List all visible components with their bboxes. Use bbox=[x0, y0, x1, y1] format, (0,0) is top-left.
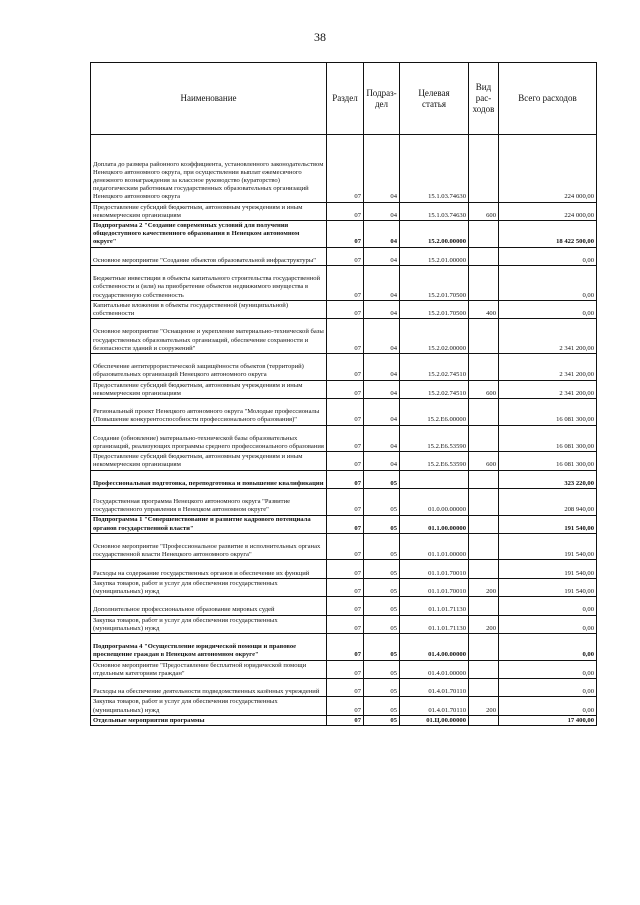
row-razdel: 07 bbox=[327, 533, 364, 560]
row-name: Предоставление субсидий бюджетным, автономным учреждениям и иным некоммерческим организациям bbox=[91, 452, 327, 470]
row-razdel: 07 bbox=[327, 615, 364, 633]
row-vid bbox=[469, 597, 499, 615]
row-razdel: 07 bbox=[327, 634, 364, 661]
row-vid bbox=[469, 135, 499, 203]
row-name: Подпрограмма 1 "Совершенствование и развитие кадрового потенциала органов государственной власти" bbox=[91, 515, 327, 533]
row-podrazdel: 04 bbox=[364, 319, 400, 354]
table-body bbox=[91, 135, 597, 726]
row-celevaya: 01.1.01.71130 bbox=[400, 615, 469, 633]
row-podrazdel: 04 bbox=[364, 452, 400, 470]
table-row bbox=[91, 660, 597, 678]
table-row bbox=[91, 135, 597, 203]
row-name: Капитальные вложения в объекты государственной (муниципальной) собственности bbox=[91, 300, 327, 318]
row-name: Отдельные мероприятия программы bbox=[91, 715, 327, 725]
row-total: 0,00 bbox=[499, 634, 597, 661]
row-vid: 200 bbox=[469, 615, 499, 633]
row-vid: 600 bbox=[469, 202, 499, 220]
row-name: Закупка товаров, работ и услуг для обеспечения государственных (муниципальных) нужд bbox=[91, 578, 327, 596]
row-razdel: 07 bbox=[327, 578, 364, 596]
row-celevaya: 15.2.02.74510 bbox=[400, 380, 469, 398]
row-podrazdel: 05 bbox=[364, 660, 400, 678]
row-razdel: 07 bbox=[327, 353, 364, 380]
row-total: 191 540,00 bbox=[499, 578, 597, 596]
row-celevaya: 15.2.E6.53590 bbox=[400, 452, 469, 470]
row-razdel: 07 bbox=[327, 697, 364, 715]
row-name: Предоставление субсидий бюджетным, автономным учреждениям и иным некоммерческим организациям bbox=[91, 380, 327, 398]
row-razdel: 07 bbox=[327, 452, 364, 470]
row-name: Профессиональная подготовка, переподготовка и повышение квалификации bbox=[91, 470, 327, 488]
table-row bbox=[91, 488, 597, 515]
row-total: 191 540,00 bbox=[499, 515, 597, 533]
row-podrazdel: 04 bbox=[364, 135, 400, 203]
row-name: Основное мероприятие "Создание объектов образовательной инфраструктуры" bbox=[91, 247, 327, 265]
row-vid bbox=[469, 470, 499, 488]
row-razdel: 07 bbox=[327, 715, 364, 725]
row-total: 191 540,00 bbox=[499, 560, 597, 578]
row-podrazdel: 04 bbox=[364, 380, 400, 398]
header-razdel: Раздел bbox=[327, 63, 364, 135]
row-celevaya: 01.4.01.00000 bbox=[400, 660, 469, 678]
row-name: Закупка товаров, работ и услуг для обеспечения государственных (муниципальных) нужд bbox=[91, 615, 327, 633]
row-celevaya: 15.1.03.74630 bbox=[400, 202, 469, 220]
row-total: 323 220,00 bbox=[499, 470, 597, 488]
row-podrazdel: 05 bbox=[364, 560, 400, 578]
header-vid: Вид рас- ходов bbox=[469, 63, 499, 135]
row-total: 2 341 200,00 bbox=[499, 380, 597, 398]
row-podrazdel: 05 bbox=[364, 488, 400, 515]
row-razdel: 07 bbox=[327, 300, 364, 318]
row-vid bbox=[469, 265, 499, 300]
row-vid: 600 bbox=[469, 380, 499, 398]
row-celevaya: 15.2.E6.00000 bbox=[400, 398, 469, 425]
header-podrazdel: Подраз- дел bbox=[364, 63, 400, 135]
row-celevaya: 15.1.03.74630 bbox=[400, 135, 469, 203]
row-celevaya: 01.4.01.70110 bbox=[400, 697, 469, 715]
row-name: Расходы на содержание государственных органов и обеспечение их функций bbox=[91, 560, 327, 578]
row-celevaya: 15.2.01.70500 bbox=[400, 265, 469, 300]
row-razdel: 07 bbox=[327, 319, 364, 354]
row-podrazdel: 05 bbox=[364, 615, 400, 633]
row-razdel: 07 bbox=[327, 202, 364, 220]
table-header-row bbox=[91, 63, 597, 135]
row-razdel: 07 bbox=[327, 560, 364, 578]
row-razdel: 07 bbox=[327, 398, 364, 425]
table-row bbox=[91, 560, 597, 578]
row-celevaya: 01.1.01.70010 bbox=[400, 560, 469, 578]
row-total: 0,00 bbox=[499, 265, 597, 300]
row-razdel: 07 bbox=[327, 425, 364, 452]
table-row bbox=[91, 470, 597, 488]
row-total: 224 000,00 bbox=[499, 135, 597, 203]
row-celevaya: 15.2.00.00000 bbox=[400, 220, 469, 247]
row-name: Основное мероприятие "Предоставление бесплатной юридической помощи отдельным категориям граждан" bbox=[91, 660, 327, 678]
row-vid: 200 bbox=[469, 697, 499, 715]
row-vid bbox=[469, 488, 499, 515]
row-vid bbox=[469, 398, 499, 425]
row-celevaya: 01.0.00.00000 bbox=[400, 488, 469, 515]
row-vid bbox=[469, 319, 499, 354]
row-total: 0,00 bbox=[499, 597, 597, 615]
row-name: Государственная программа Ненецкого автономного округа "Развитие государственного управления в Ненецком автономном округе" bbox=[91, 488, 327, 515]
row-name: Предоставление субсидий бюджетным, автономным учреждениям и иным некоммерческим организациям bbox=[91, 202, 327, 220]
row-podrazdel: 05 bbox=[364, 697, 400, 715]
row-total: 18 422 500,00 bbox=[499, 220, 597, 247]
row-vid bbox=[469, 533, 499, 560]
row-razdel: 07 bbox=[327, 679, 364, 697]
row-name: Бюджетные инвестиции в объекты капитального строительства государственной собственности и (или) на приобретение объектов недвижимого имущества в государственную собственность bbox=[91, 265, 327, 300]
table-row bbox=[91, 220, 597, 247]
row-celevaya: 15.2.01.70500 bbox=[400, 300, 469, 318]
row-podrazdel: 04 bbox=[364, 265, 400, 300]
row-podrazdel: 04 bbox=[364, 425, 400, 452]
row-podrazdel: 05 bbox=[364, 515, 400, 533]
table-row bbox=[91, 615, 597, 633]
row-podrazdel: 05 bbox=[364, 715, 400, 725]
page-number: 38 bbox=[314, 30, 326, 44]
row-vid: 600 bbox=[469, 452, 499, 470]
row-celevaya: 01.4.00.00000 bbox=[400, 634, 469, 661]
row-total: 0,00 bbox=[499, 697, 597, 715]
row-vid bbox=[469, 660, 499, 678]
row-vid bbox=[469, 353, 499, 380]
table-row bbox=[91, 533, 597, 560]
row-podrazdel: 05 bbox=[364, 533, 400, 560]
row-name: Подпрограмма 4 "Осуществление юридической помощи и правовое просвещение граждан в Ненецком автономном округе" bbox=[91, 634, 327, 661]
row-podrazdel: 04 bbox=[364, 353, 400, 380]
row-total: 16 081 300,00 bbox=[499, 398, 597, 425]
row-podrazdel: 04 bbox=[364, 202, 400, 220]
row-total: 2 341 200,00 bbox=[499, 319, 597, 354]
row-name: Обеспечение антитеррористической защищённости объектов (территорий) образовательных организаций Ненецкого автономного округа bbox=[91, 353, 327, 380]
row-vid bbox=[469, 247, 499, 265]
table-row bbox=[91, 265, 597, 300]
table-row bbox=[91, 715, 597, 725]
row-vid: 200 bbox=[469, 578, 499, 596]
row-total: 0,00 bbox=[499, 300, 597, 318]
row-name: Основное мероприятие "Оснащение и укрепление материально-технической базы государственных образовательных организаций, обеспечение сохранности и безопасности зданий и сооружений" bbox=[91, 319, 327, 354]
row-name: Закупка товаров, работ и услуг для обеспечения государственных (муниципальных) нужд bbox=[91, 697, 327, 715]
row-podrazdel: 04 bbox=[364, 300, 400, 318]
row-vid bbox=[469, 634, 499, 661]
row-total: 0,00 bbox=[499, 615, 597, 633]
table-row bbox=[91, 425, 597, 452]
header-name: Наименование bbox=[91, 63, 327, 135]
row-podrazdel: 05 bbox=[364, 470, 400, 488]
header-celevaya: Целевая статья bbox=[400, 63, 469, 135]
row-name: Подпрограмма 2 "Создание современных условий для получения общедоступного качественного образования в Ненецком автономном округе" bbox=[91, 220, 327, 247]
table-row bbox=[91, 634, 597, 661]
row-name: Основное мероприятие "Профессиональное развитие в исполнительных органах государственной власти Ненецкого автономного округа" bbox=[91, 533, 327, 560]
row-total: 2 341 200,00 bbox=[499, 353, 597, 380]
row-razdel: 07 bbox=[327, 488, 364, 515]
row-total: 0,00 bbox=[499, 679, 597, 697]
row-vid bbox=[469, 715, 499, 725]
row-celevaya: 01.1.01.00000 bbox=[400, 533, 469, 560]
row-celevaya: 01.4.01.70110 bbox=[400, 679, 469, 697]
table-row bbox=[91, 578, 597, 596]
row-podrazdel: 05 bbox=[364, 597, 400, 615]
row-name: Доплата до размера районного коэффициента, установленного законодательством Ненецкого автономного округа, при осуществлении выплат ежемесячного денежного вознаграждения за классное руководство (кураторство) педагогическим работникам государственных образовательных организаций Ненецкого автономного округа bbox=[91, 135, 327, 203]
row-razdel: 07 bbox=[327, 597, 364, 615]
row-total: 224 000,00 bbox=[499, 202, 597, 220]
row-razdel: 07 bbox=[327, 470, 364, 488]
row-celevaya: 15.2.02.74510 bbox=[400, 353, 469, 380]
row-name: Дополнительное профессиональное образование мировых судей bbox=[91, 597, 327, 615]
row-name: Расходы на обеспечение деятельности подведомственных казённых учреждений bbox=[91, 679, 327, 697]
row-razdel: 07 bbox=[327, 247, 364, 265]
row-celevaya: 15.2.02.00000 bbox=[400, 319, 469, 354]
table-row bbox=[91, 247, 597, 265]
row-total: 0,00 bbox=[499, 660, 597, 678]
row-razdel: 07 bbox=[327, 380, 364, 398]
table-row bbox=[91, 398, 597, 425]
row-vid: 400 bbox=[469, 300, 499, 318]
row-razdel: 07 bbox=[327, 265, 364, 300]
row-vid bbox=[469, 560, 499, 578]
row-name: Региональный проект Ненецкого автономного округа "Молодые профессионалы (Повышение конкурентоспособности профессионального образования)" bbox=[91, 398, 327, 425]
row-vid bbox=[469, 515, 499, 533]
row-vid bbox=[469, 425, 499, 452]
row-podrazdel: 05 bbox=[364, 634, 400, 661]
row-celevaya: 01.Ц.00.00000 bbox=[400, 715, 469, 725]
row-razdel: 07 bbox=[327, 515, 364, 533]
row-razdel: 07 bbox=[327, 660, 364, 678]
row-total: 17 400,00 bbox=[499, 715, 597, 725]
row-celevaya bbox=[400, 470, 469, 488]
table-row bbox=[91, 353, 597, 380]
row-total: 16 081 300,00 bbox=[499, 425, 597, 452]
row-podrazdel: 05 bbox=[364, 578, 400, 596]
table-row bbox=[91, 300, 597, 318]
row-podrazdel: 04 bbox=[364, 247, 400, 265]
header-total: Всего расходов bbox=[499, 63, 597, 135]
row-celevaya: 01.1.01.70010 bbox=[400, 578, 469, 596]
table-row bbox=[91, 202, 597, 220]
row-podrazdel: 05 bbox=[364, 679, 400, 697]
table-row bbox=[91, 515, 597, 533]
table-row bbox=[91, 679, 597, 697]
row-total: 208 940,00 bbox=[499, 488, 597, 515]
row-celevaya: 01.1.00.00000 bbox=[400, 515, 469, 533]
row-total: 191 540,00 bbox=[499, 533, 597, 560]
row-celevaya: 15.2.01.00000 bbox=[400, 247, 469, 265]
table-row bbox=[91, 380, 597, 398]
row-vid bbox=[469, 220, 499, 247]
row-celevaya: 01.1.01.71130 bbox=[400, 597, 469, 615]
table-row bbox=[91, 697, 597, 715]
row-total: 16 081 300,00 bbox=[499, 452, 597, 470]
table-row bbox=[91, 452, 597, 470]
table-row bbox=[91, 597, 597, 615]
row-podrazdel: 04 bbox=[364, 220, 400, 247]
row-podrazdel: 04 bbox=[364, 398, 400, 425]
row-razdel: 07 bbox=[327, 135, 364, 203]
row-razdel: 07 bbox=[327, 220, 364, 247]
budget-table bbox=[90, 62, 597, 726]
row-total: 0,00 bbox=[499, 247, 597, 265]
row-celevaya: 15.2.E6.53590 bbox=[400, 425, 469, 452]
row-vid bbox=[469, 679, 499, 697]
row-name: Создание (обновление) материально-технической базы образовательных организаций, реализующих программы среднего профессионального образования bbox=[91, 425, 327, 452]
table-row bbox=[91, 319, 597, 354]
